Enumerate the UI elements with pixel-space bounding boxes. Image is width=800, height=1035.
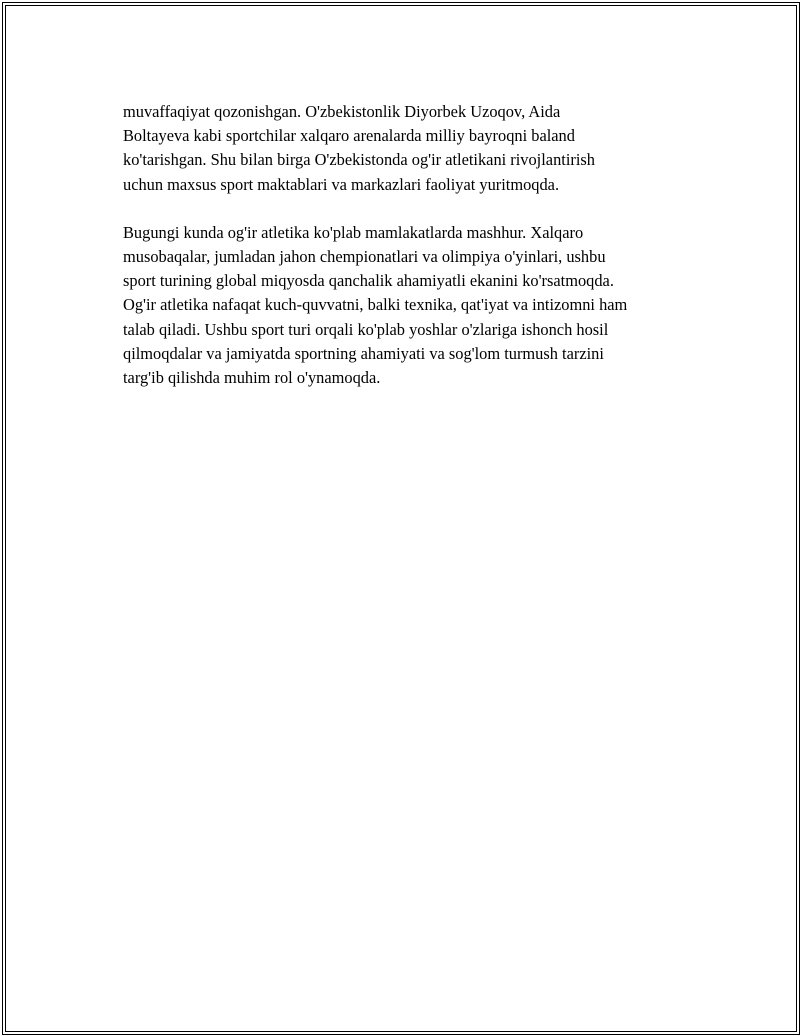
text-line: Bugungi kunda og'ir atletika ko'plab mamlakatlarda mashhur. Xalqaro — [123, 222, 584, 242]
text-line: Boltayeva kabi sportchilar xalqaro arenalarda milliy bayroqni baland — [123, 126, 575, 146]
text-line: muvaffaqiyat qozonishgan. O'zbekistonlik Diyorbek Uzoqov, Aida — [123, 102, 561, 121]
text-line: ko'tarishgan. Shu bilan birga O'zbekistonda og'ir atletikani rivojlantirish — [123, 150, 595, 170]
text-line: Og'ir atletika nafaqat kuch-quvvatni, balki texnika, qat'iyat va intizomni ham — [123, 295, 628, 315]
paragraph-2 — [123, 221, 693, 390]
text-line: sport turining global miqyosda qanchalik ahamiyatli ekanini ko'rsatmoqda. — [123, 271, 614, 291]
text-line: talab qiladi. Ushbu sport turi orqali ko'plab yoshlar o'zlariga ishonch hosil — [123, 319, 609, 339]
paragraph-1 — [123, 100, 693, 197]
text-line: qilmoqdalar va jamiyatda sportning ahamiyati va sog'lom turmush tarzini — [123, 343, 604, 363]
document-page — [2, 2, 800, 1035]
text-line: targ'ib qilishda muhim rol o'ynamoqda. — [123, 368, 381, 388]
text-line: musobaqalar, jumladan jahon chempionatlari va olimpiya o'yinlari, ushbu — [123, 247, 606, 267]
text-line: uchun maxsus sport maktablari va markazlari faoliyat yuritmoqda. — [123, 174, 560, 194]
document-body — [123, 100, 693, 414]
